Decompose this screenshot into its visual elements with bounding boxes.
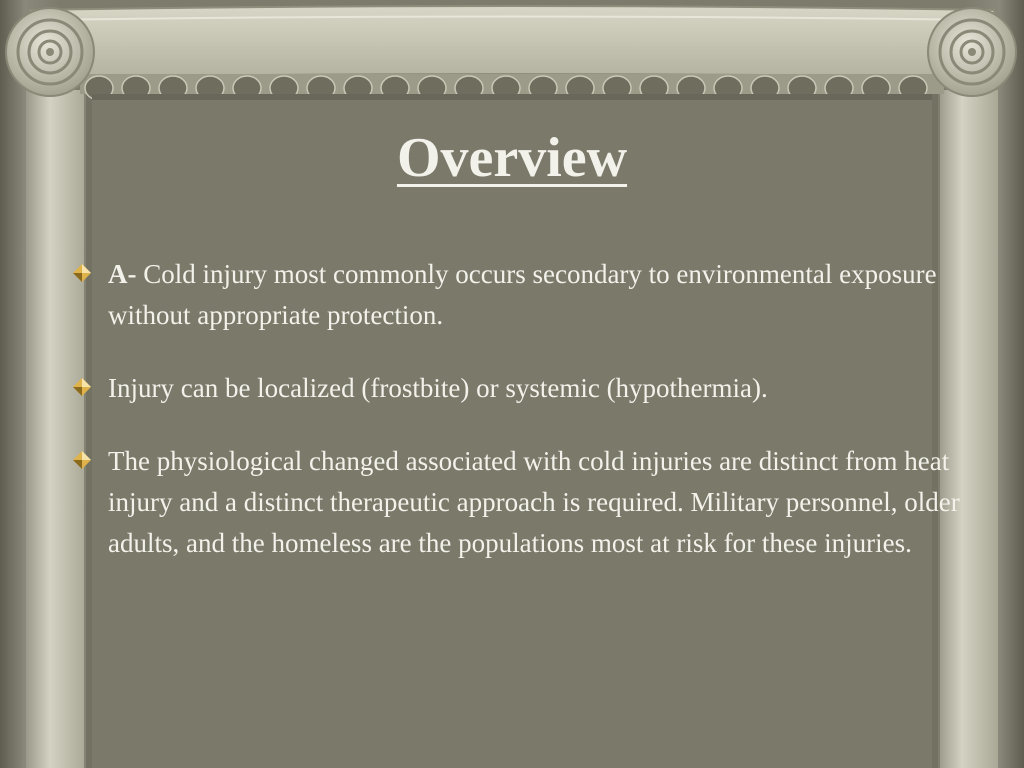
bullet-text: Injury can be localized (frostbite) or systemic (hypothermia). [108, 373, 768, 403]
bullet-prefix: A- [108, 259, 137, 289]
diamond-bullet-icon [72, 263, 92, 283]
scroll-volute-icon-right [928, 8, 1016, 96]
diamond-bullet-icon [72, 450, 92, 470]
bullet-item [72, 441, 987, 564]
bullet-item [72, 368, 987, 409]
bullet-text: The physiological changed associated with cold injuries are distinct from heat injury and a distinct therapeutic approach is required. Military personnel, older adults, and the homeless are the populations most at risk for these injuries. [108, 446, 960, 558]
bullet-list [72, 254, 987, 596]
scroll-volute-icon-left [6, 8, 94, 96]
bullet-text: Cold injury most commonly occurs secondary to environmental exposure without appropriate protection. [108, 259, 937, 330]
slide-title: Overview [396, 127, 628, 189]
bullet-item [72, 254, 987, 336]
diamond-bullet-icon [72, 377, 92, 397]
